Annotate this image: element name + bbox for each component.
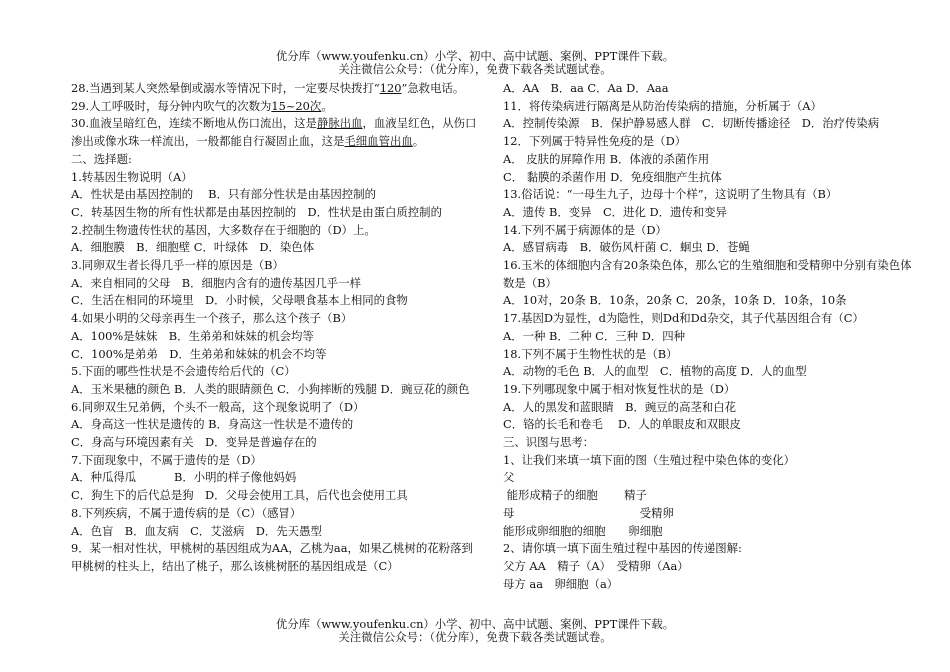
text-line: C．转基因生物的所有性状都是由基因控制的 D．性状是由蛋白质控制的 xyxy=(71,204,442,219)
text-line: A．控制传染源 B．保护静易感人群 C．切断传播途径 D．治疗传染病 xyxy=(503,116,880,131)
question-29 xyxy=(71,98,484,116)
text-line: A．AA B．aa C．Aa D．Aaa xyxy=(503,81,669,95)
text-line: 二、选择题: xyxy=(71,151,132,166)
text-line: A．人的黑发和蓝眼睛 B．豌豆的高茎和白花 xyxy=(503,399,737,414)
text-line: 能形成精子的细胞 精子 xyxy=(503,488,647,503)
text-line: 8.下列疾病，不属于遗传病的是（C）（感冒） xyxy=(71,505,302,520)
text-line: 母方 aa 卵细胞（a） xyxy=(503,576,619,591)
q30-text-c: 。 xyxy=(412,134,425,149)
text-line: 5.下面的哪些性状是不会遗传给后代的（C） xyxy=(71,364,296,379)
text-line: 2、请你填一填下面生殖过程中基因的传递图解: xyxy=(503,541,742,556)
text-line: A．遗传 B．变异 C．进化 D．遗传和变异 xyxy=(503,204,727,219)
text-line: A．来自相同的父母 B．细胞内含有的遗传基因几乎一样 xyxy=(71,275,361,290)
text-line: 12．下列属于特异性免疫的是（D） xyxy=(503,134,687,149)
text-line: A．感冒病毒 B．破伤风杆菌 C．蛔虫 D．苍蝇 xyxy=(503,240,750,255)
text-line: A．玉米果穗的颜色 B．人类的眼睛颜色 C．小狗摔断的残腿 D．豌豆花的颜色 xyxy=(71,381,470,396)
text-line: 父方 AA 精子（A） 受精卵（Aa） xyxy=(503,558,689,573)
text-line: 13.俗话说：“一母生九子，边母十个样”，这说明了生物具有（B） xyxy=(503,187,838,202)
text-line: 1、让我们来填一填下面的图（生殖过程中染色体的变化） xyxy=(503,452,796,467)
q29-text-end: 。 xyxy=(321,98,333,113)
text-line: C．狗生下的后代总是狗 D．父母会使用工具，后代也会使用工具 xyxy=(71,488,408,503)
text-line: 1.转基因生物说明（A） xyxy=(71,169,193,184)
page-footer xyxy=(0,618,950,644)
text-line: 4.如果小明的父母亲再生一个孩子，那么这个孩子（B） xyxy=(71,311,353,326)
text-line: A．细胞膜 B．细胞壁 C．叶绿体 D．染色体 xyxy=(71,240,315,255)
text-line: C． 黏膜的杀菌作用 D．免疫细胞产生抗体 xyxy=(503,169,722,184)
text-line: 母 受精卵 xyxy=(503,505,674,520)
footer-line-2: 关注微信公众号：（优分库），免费下载各类试题试卷。 xyxy=(338,630,612,644)
text-line: 能形成卵细胞的细胞 卵细胞 xyxy=(503,523,663,538)
q28-text-end: ”急救电话。 xyxy=(401,81,465,95)
left-column xyxy=(71,80,484,576)
right-column xyxy=(503,80,913,593)
q29-answer: 15~20次 xyxy=(271,98,322,113)
text-line: 16.玉米的体细胞内含有20条染色体，那么它的生殖细胞和受精卵中分别有染色体数是（B） xyxy=(503,258,912,290)
q29-text: 29.人工呼吸时，每分钟内吹气的次数为 xyxy=(71,98,272,113)
footer-line-1: 优分库（www.youfenku.cn）小学、初中、高中试题、案例、PPT课件下载。 xyxy=(275,617,675,631)
text-line: 17.基因D为显性，d为隐性，则Dd和Dd杂交，其子代基因组合有（C） xyxy=(503,311,864,326)
page-header xyxy=(0,50,950,76)
text-line: A． 皮肤的屏障作用 B．体液的杀菌作用 xyxy=(503,151,710,166)
text-line: 14.下列不属于病源体的是（D） xyxy=(503,222,667,237)
text-line: 三、识图与思考： xyxy=(503,435,595,450)
question-30 xyxy=(71,115,484,150)
text-line: C．100%是弟弟 D．生弟弟和妹妹的机会不均等 xyxy=(71,346,327,361)
q28-text: 28.当遇到某人突然晕倒或溺水等情况下时，一定要尽快拨打“ xyxy=(71,81,380,95)
text-line: 19.下列哪现象中属于相对恢复性状的是（D） xyxy=(503,381,736,396)
text-line: A．种瓜得瓜 B．小明的样子像他妈妈 xyxy=(71,470,297,485)
text-line: C．生活在相同的环境里 D．小时候，父母喂食基本上相同的食物 xyxy=(71,293,408,308)
text-line: A．色盲 B．血友病 C．艾滋病 D．先天愚型 xyxy=(71,523,322,538)
text-line: 7.下面现象中，不属于遗传的是（D） xyxy=(71,452,262,467)
text-line: 6.同卵双生兄弟俩，个头不一般高，这个现象说明了（D） xyxy=(71,399,365,414)
text-line: A．身高这一性状是遗传的 B．身高这一性状是不遗传的 xyxy=(71,417,354,432)
text-line: C．身高与环境因素有关 D．变异是普遍存在的 xyxy=(71,435,317,450)
q30-text-b: ，血液呈红色，从伤口渗出或像水珠一样流出，一般都能自行凝固止血，这是 xyxy=(71,116,477,149)
header-line-1: 优分库（www.youfenku.cn）小学、初中、高中试题、案例、PPT课件下载。 xyxy=(275,49,675,63)
text-line: A．一种 B．二种 C．三种 D．四种 xyxy=(503,328,685,343)
q30-answer-2: 毛细血管出血 xyxy=(344,134,413,149)
text-line: 3.同卵双生者长得几乎一样的原因是（B） xyxy=(71,258,284,273)
header-line-2: 关注微信公众号：（优分库），免费下载各类试题试卷。 xyxy=(338,62,612,76)
text-line: A．性状是由基因控制的 B．只有部分性状是由基因控制的 xyxy=(71,187,376,202)
text-line: 2.控制生物遗传性状的基因，大多数存在于细胞的（D）上。 xyxy=(71,222,376,237)
text-line: A．动物的毛色 B．人的血型 C．植物的高度 D．人的血型 xyxy=(503,364,807,379)
text-line: 父 xyxy=(503,470,515,485)
text-line: 18.下列不属于生物性状的是（B） xyxy=(503,346,678,361)
q28-answer: 120 xyxy=(379,81,402,95)
text-line: 9．某一相对性状，甲桃树的基因组成为AA，乙桃为aa，如果乙桃树的花粉落到甲桃树的柱头上，结出了桃子，那么该桃树胚的基因组成是（C） xyxy=(71,541,473,573)
text-line: 11．将传染病进行隔离是从防治传染病的措施，分析属于（A） xyxy=(503,98,822,113)
q30-answer-1: 静脉出血 xyxy=(316,116,363,131)
text-line: A．10对，20条 B．10条，20条 C．20条，10条 D．10条，10条 xyxy=(503,293,847,308)
question-28 xyxy=(71,80,484,98)
text-line: C．铬的长毛和卷毛 D．人的单眼皮和双眼皮 xyxy=(503,417,741,432)
q30-text-a: 30.血液呈暗红色，连续不断地从伤口流出，这是 xyxy=(71,116,317,131)
text-line: A．100%是妹妹 B．生弟弟和妹妹的机会均等 xyxy=(71,328,314,343)
